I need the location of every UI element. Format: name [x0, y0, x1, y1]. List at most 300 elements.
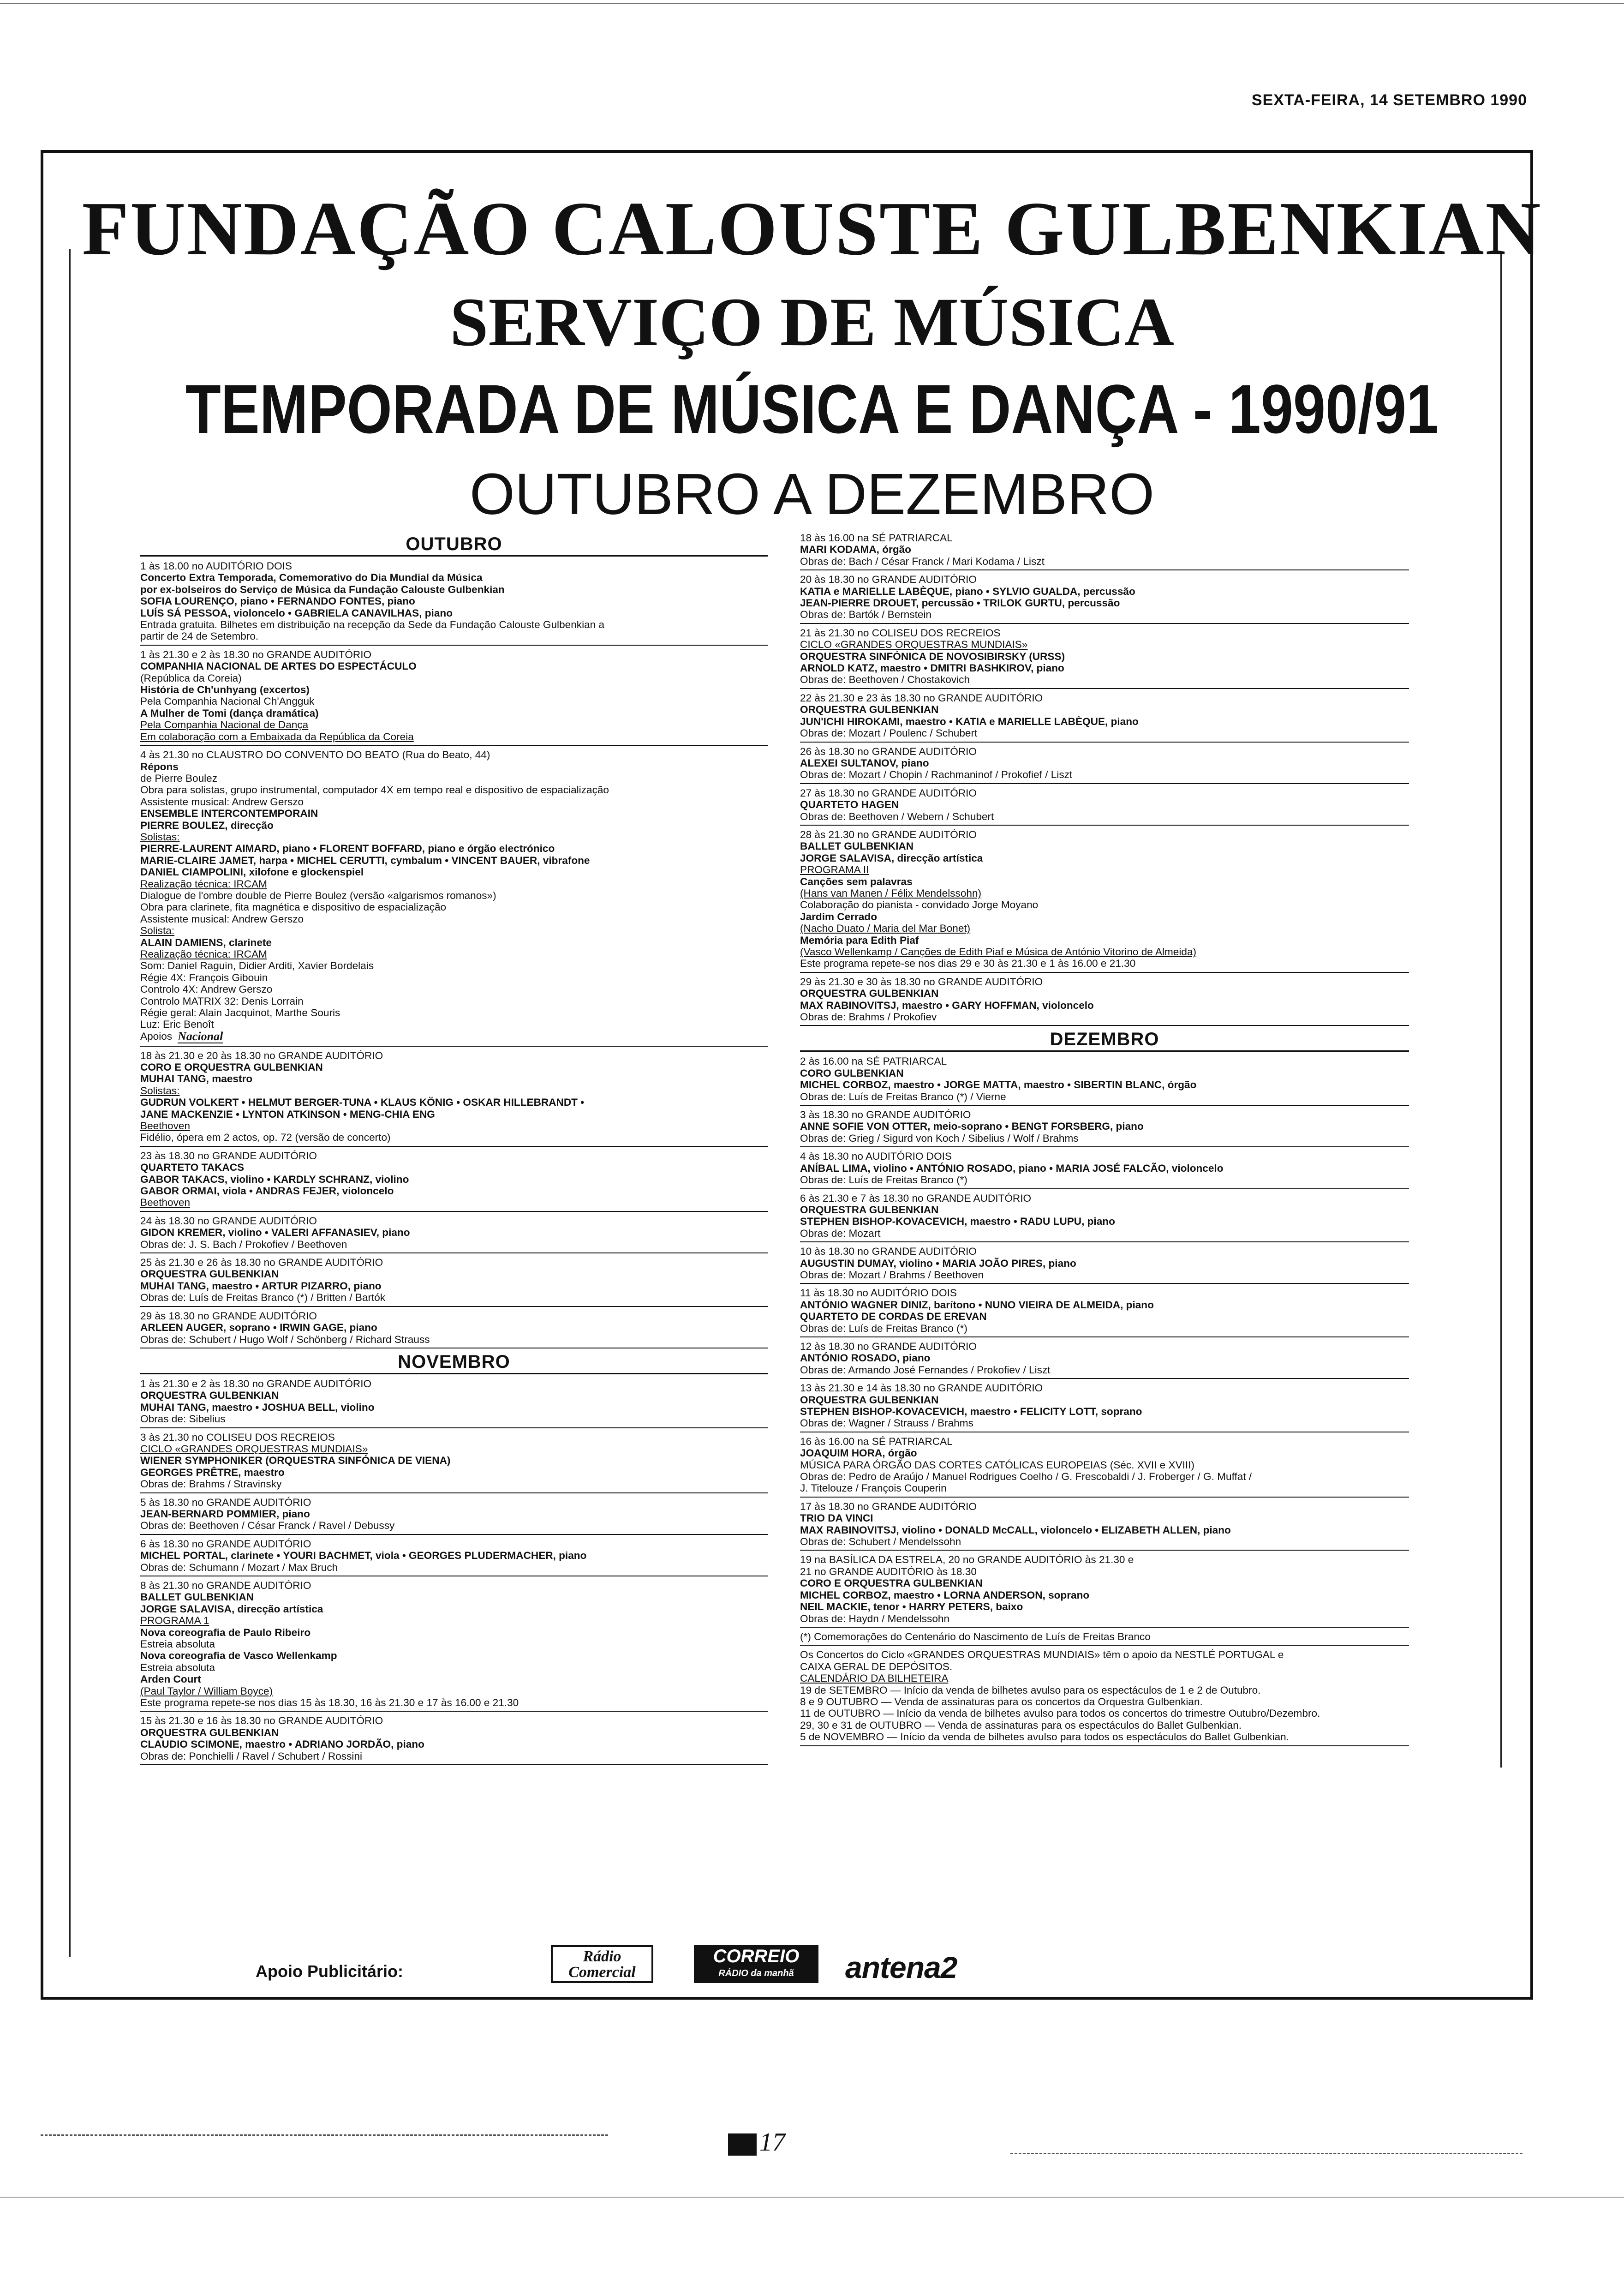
event-entry: [140, 1431, 768, 1493]
event-line-text: QUARTETO DE CORDAS DE EREVAN: [800, 1311, 987, 1323]
event-line-text: Obras de: Armando José Fernandes / Prokofiev / Liszt: [800, 1364, 1051, 1376]
event-line-text: COMPANHIA NACIONAL DE ARTES DO ESPECTÁCULO: [140, 660, 417, 672]
event-line-text: CALENDÁRIO DA BILHETEIRA: [800, 1672, 949, 1684]
event-line-text: ORQUESTRA GULBENKIAN: [800, 704, 939, 716]
event-line: [140, 937, 768, 948]
event-line: [140, 672, 768, 684]
event-line-text: MARIE-CLAIRE JAMET, harpa • MICHEL CERUTTI, cymbalum • VINCENT BAUER, vibrafone: [140, 854, 590, 866]
event-line: [800, 799, 1409, 810]
event-line: [140, 1120, 768, 1132]
event-line-text: 2 às 16.00 na SÉ PATRIARCAL: [800, 1055, 947, 1067]
event-line: [140, 695, 768, 707]
right-column: [800, 531, 1409, 1749]
event-line: [140, 1215, 768, 1227]
event-line-text: Obras de: Schubert / Mendelssohn: [800, 1536, 961, 1548]
event-line: [800, 1204, 1409, 1216]
event-line: [800, 1055, 1409, 1067]
event-line: [140, 1603, 768, 1615]
event-line-text: 18 às 21.30 e 20 às 18.30 no GRANDE AUDITÓRIO: [140, 1049, 383, 1061]
event-entry: [800, 1340, 1409, 1379]
event-line-text: ALEXEI SULTANOV, piano: [800, 757, 929, 769]
event-line-text: 19 de SETEMBRO — Início da venda de bilhetes avulso para os espectáculos de 1 e 2 de Outubro.: [800, 1684, 1261, 1696]
event-line: [800, 1406, 1409, 1417]
event-line: [140, 1378, 768, 1390]
event-line-text: Obras de: Luís de Freitas Branco (*): [800, 1322, 967, 1334]
event-line: [140, 843, 768, 854]
event-line: [140, 1061, 768, 1073]
event-line: [800, 627, 1409, 639]
event-line-text: Obras de: Sibelius: [140, 1413, 226, 1425]
event-line: [800, 988, 1409, 999]
event-line-text: Assistente musical: Andrew Gerszo: [140, 913, 304, 925]
event-line: [140, 925, 768, 936]
event-line: [800, 1577, 1409, 1589]
event-line-text: MICHEL CORBOZ, maestro • JORGE MATTA, maestro • SIBERTIN BLANC, órgão: [800, 1079, 1197, 1091]
event-line-text: CORO GULBENKIAN: [800, 1067, 904, 1079]
event-entry: [800, 1286, 1409, 1337]
event-line: [800, 887, 1409, 899]
event-line: [140, 1550, 768, 1561]
event-line-text: 21 às 21.30 no COLISEU DOS RECREIOS: [800, 627, 1001, 639]
event-line: [140, 1109, 768, 1120]
event-line-text: 29 às 21.30 e 30 às 18.30 no GRANDE AUDITÓRIO: [800, 976, 1043, 988]
event-line-text: Régie 4X: François Gibouin: [140, 971, 268, 983]
correio-logo-line1: CORREIO: [713, 1946, 800, 1966]
event-line-text: 15 às 21.30 e 16 às 18.30 no GRANDE AUDITÓRIO: [140, 1715, 383, 1727]
event-line: [140, 1413, 768, 1425]
event-line-text: DANIEL CIAMPOLINI, xilofone e glockenspiel: [140, 866, 364, 878]
event-line-text: (*) Comemorações do Centenário do Nascimento de Luís de Freitas Branco: [800, 1630, 1151, 1642]
event-line: [800, 674, 1409, 685]
event-line-text: Pela Companhia Nacional Ch'Angguk: [140, 695, 315, 707]
event-line: [800, 609, 1409, 620]
event-line-text: ORQUESTRA GULBENKIAN: [140, 1390, 279, 1402]
event-line: [800, 1133, 1409, 1144]
event-line: [140, 901, 768, 913]
event-line-text: Apoios: [140, 1030, 173, 1042]
event-line: [800, 1672, 1409, 1684]
event-line-text: 12 às 18.30 no GRANDE AUDITÓRIO: [800, 1340, 977, 1352]
event-line-text: 20 às 18.30 no GRANDE AUDITÓRIO: [800, 574, 977, 586]
event-line-text: Solistas:: [140, 1085, 180, 1097]
event-line: [800, 1720, 1409, 1731]
event-line-text: LUÍS SÁ PESSOA, violoncelo • GABRIELA CANAVILHAS, piano: [140, 607, 453, 619]
event-line-text: MÚSICA PARA ÓRGÃO DAS CORTES CATÓLICAS EUROPEIAS (Séc. XVII e XVIII): [800, 1459, 1195, 1471]
event-line: [800, 1150, 1409, 1162]
event-line: [800, 1649, 1409, 1660]
event-line: [800, 946, 1409, 958]
event-line: [800, 976, 1409, 988]
event-line: [800, 1109, 1409, 1121]
event-line-text: Obras de: Luís de Freitas Branco (*): [800, 1174, 967, 1186]
season-title: TEMPORADA DE MÚSICA E DANÇA - 1990/91: [185, 370, 1439, 448]
event-line-text: MAX RABINOVITSJ, violino • DONALD McCALL, violoncelo • ELIZABETH ALLEN, piano: [800, 1524, 1231, 1536]
event-line: [800, 1311, 1409, 1322]
event-line: [800, 1352, 1409, 1364]
event-line-text: Régie geral: Alain Jacquinot, Marthe Souris: [140, 1007, 340, 1019]
event-entry: [800, 1630, 1409, 1646]
event-line: [140, 890, 768, 901]
event-line: [140, 1650, 768, 1661]
event-line: [140, 572, 768, 583]
event-line: [800, 1246, 1409, 1257]
event-line: [140, 1432, 768, 1443]
correio-manha-logo: [694, 1945, 818, 1983]
event-entry: [800, 1108, 1409, 1147]
event-line-text: Solista:: [140, 925, 175, 937]
event-line-text: CICLO «GRANDES ORQUESTRAS MUNDIAIS»: [800, 639, 1028, 651]
event-line: [800, 1447, 1409, 1459]
foundation-title: FUNDAÇÃO CALOUSTE GULBENKIAN: [82, 186, 1542, 271]
event-line: [140, 1162, 768, 1173]
event-line-text: 13 às 21.30 e 14 às 18.30 no GRANDE AUDITÓRIO: [800, 1382, 1043, 1394]
event-line: [140, 1402, 768, 1413]
event-line-text: Obras de: Ponchielli / Ravel / Schubert / Rossini: [140, 1750, 362, 1762]
event-line: [140, 972, 768, 983]
event-line-text: 6 às 21.30 e 7 às 18.30 no GRANDE AUDITÓRIO: [800, 1192, 1032, 1204]
event-line: [140, 1715, 768, 1726]
event-line-text: Obras de: Brahms / Stravinsky: [140, 1478, 282, 1490]
event-line-text: 22 às 21.30 e 23 às 18.30 no GRANDE AUDITÓRIO: [800, 692, 1043, 704]
event-line-text: 1 às 21.30 e 2 às 18.30 no GRANDE AUDITÓRIO: [140, 1378, 372, 1390]
event-line-text: Obras de: Mozart / Chopin / Rachmaninof / Prokofief / Liszt: [800, 769, 1073, 781]
event-line: [800, 1382, 1409, 1394]
event-line-text: CLAUDIO SCIMONE, maestro • ADRIANO JORDÃO, piano: [140, 1738, 424, 1750]
event-line: [140, 1580, 768, 1591]
event-line-text: ORQUESTRA GULBENKIAN: [800, 1204, 939, 1216]
event-line: [800, 1566, 1409, 1577]
event-line: [140, 1673, 768, 1685]
event-line: [140, 560, 768, 572]
event-line-text: JORGE SALAVISA, direcção artística: [140, 1603, 323, 1615]
month-heading: NOVEMBRO: [140, 1351, 768, 1374]
event-line: [140, 1280, 768, 1292]
event-entry: [140, 1496, 768, 1535]
event-line-text: Obras de: Schubert / Hugo Wolf / Schönberg / Richard Strauss: [140, 1333, 430, 1345]
event-entry: [800, 975, 1409, 1026]
event-line: [800, 1269, 1409, 1281]
event-line-text: Beethoven: [140, 1120, 191, 1132]
bottom-dashed-rule-left: [41, 2134, 608, 2136]
event-entry: [800, 786, 1409, 826]
event-line-text: Obras de: Bartók / Bernstein: [800, 609, 932, 621]
event-line-text: Obras de: Brahms / Prokofiev: [800, 1011, 937, 1023]
event-line: [140, 983, 768, 995]
event-line: [140, 1097, 768, 1108]
event-entry: [800, 1055, 1409, 1106]
event-line: [800, 1287, 1409, 1299]
bottom-dashed-rule-right: [1010, 2153, 1522, 2154]
event-line: [800, 1589, 1409, 1601]
event-line-text: Realização técnica: IRCAM: [140, 878, 267, 890]
event-line: [140, 1174, 768, 1185]
event-line-text: ANTÓNIO WAGNER DINIZ, barítono • NUNO VIEIRA DE ALMEIDA, piano: [800, 1299, 1154, 1311]
event-line: [140, 1268, 768, 1280]
event-line-text: Dialogue de l'ombre double de Pierre Boulez (versão «algarismos romanos»): [140, 889, 496, 901]
event-line: [140, 948, 768, 960]
event-entry: [800, 828, 1409, 973]
event-line-text: Nova coreografia de Vasco Wellenkamp: [140, 1650, 337, 1662]
event-line-text: Fidélio, ópera em 2 actos, op. 72 (versão de concerto): [140, 1132, 391, 1144]
event-entry: [140, 648, 768, 746]
event-line: [140, 619, 768, 630]
event-line-text: 8 e 9 OUTUBRO — Venda de assinaturas para os concertos da Orquestra Gulbenkian.: [800, 1696, 1203, 1708]
event-entry: [800, 1150, 1409, 1189]
event-line-text: Realização técnica: IRCAM: [140, 948, 267, 960]
event-line-text: Obras de: Beethoven / César Franck / Ravel / Debussy: [140, 1520, 395, 1532]
event-line: [140, 855, 768, 866]
event-line-text: Nova coreografia de Paulo Ribeiro: [140, 1626, 311, 1638]
event-line: [140, 630, 768, 642]
event-line: [800, 1299, 1409, 1311]
event-line-text: Obra para clarinete, fita magnética e dispositivo de espacialização: [140, 901, 447, 913]
antena2-logo: antena2: [845, 1950, 957, 1984]
event-line-text: 1 às 18.00 no AUDITÓRIO DOIS: [140, 560, 292, 572]
event-line-text: 25 às 21.30 e 26 às 18.30 no GRANDE AUDITÓRIO: [140, 1257, 383, 1269]
event-line-text: GABOR ORMAI, viola • ANDRAS FEJER, violoncelo: [140, 1185, 394, 1197]
event-entry: [140, 1309, 768, 1348]
event-line: [140, 1185, 768, 1197]
event-line-text: Os Concertos do Ciclo «GRANDES ORQUESTRAS MUNDIAIS» têm o apoio da NESTLÉ PORTUGAL e: [800, 1649, 1284, 1661]
event-line-text: GUDRUN VOLKERT • HELMUT BERGER-TUNA • KLAUS KÖNIG • OSKAR HILLEBRANDT •: [140, 1097, 585, 1109]
event-line: [800, 1000, 1409, 1011]
event-entry: [800, 573, 1409, 624]
event-line-text: partir de 24 de Setembro.: [140, 630, 259, 642]
event-line-text: Em colaboração com a Embaixada da República da Coreia: [140, 731, 414, 743]
event-line: [140, 1615, 768, 1626]
newspaper-logo-icon: [728, 2133, 757, 2156]
event-line-text: ORQUESTRA GULBENKIAN: [140, 1268, 279, 1280]
event-line: [800, 1216, 1409, 1227]
event-line: [800, 1162, 1409, 1174]
event-line: [140, 831, 768, 843]
event-line-text: (Vasco Wellenkamp / Canções de Edith Piaf e Música de António Vitorino de Almeida): [800, 946, 1197, 958]
apoio-label: Apoio Publicitário:: [256, 1962, 403, 1981]
event-line-text: Controlo 4X: Andrew Gerszo: [140, 983, 273, 995]
event-line-text: 4 às 21.30 no CLAUSTRO DO CONVENTO DO BEATO (Rua do Beato, 44): [140, 749, 490, 761]
event-line-text: Obras de: Beethoven / Webern / Schubert: [800, 810, 994, 822]
event-entry: [800, 1245, 1409, 1284]
event-entry: [140, 1149, 768, 1212]
event-entry: [800, 745, 1409, 784]
event-line: [800, 1631, 1409, 1642]
event-line: [800, 1613, 1409, 1624]
event-line: [140, 960, 768, 971]
event-line: [800, 716, 1409, 727]
event-line-text: ANNE SOFIE VON OTTER, meio-soprano • BENGT FORSBERG, piano: [800, 1121, 1144, 1133]
event-line-text: A Mulher de Tomi (dança dramática): [140, 707, 319, 719]
event-line-text: 16 às 16.00 na SÉ PATRIARCAL: [800, 1435, 953, 1447]
event-line: [140, 878, 768, 890]
event-entry: [800, 626, 1409, 689]
event-line: [800, 1536, 1409, 1547]
event-line: [140, 1334, 768, 1345]
event-line-text: Jardim Cerrado: [800, 911, 878, 923]
event-line: [140, 595, 768, 607]
event-line-text: STEPHEN BISHOP-KOVACEVICH, maestro • RADU LUPU, piano: [800, 1216, 1115, 1228]
event-line: [140, 1239, 768, 1250]
event-line: [800, 586, 1409, 597]
event-line: [140, 1750, 768, 1762]
event-line: [800, 1512, 1409, 1524]
event-line-text: 11 às 18.30 no AUDITÓRIO DOIS: [800, 1287, 957, 1299]
event-line: [800, 1174, 1409, 1186]
event-line: [800, 727, 1409, 739]
event-line: [140, 995, 768, 1007]
event-line: [140, 1007, 768, 1019]
event-line: [800, 769, 1409, 780]
event-line: [140, 1132, 768, 1143]
event-line: [800, 1067, 1409, 1079]
page-number-text: 17: [759, 2128, 785, 2157]
event-line-text: História de Ch'unhyang (excertos): [140, 684, 310, 696]
event-line: [140, 1322, 768, 1333]
event-line: [800, 746, 1409, 757]
event-line-text: 23 às 18.30 no GRANDE AUDITÓRIO: [140, 1150, 317, 1162]
dateline: SEXTA-FEIRA, 14 SETEMBRO 1990: [1251, 91, 1527, 109]
event-line-text: 5 às 18.30 no GRANDE AUDITÓRIO: [140, 1496, 311, 1508]
event-line: [800, 1394, 1409, 1406]
event-line: [800, 911, 1409, 923]
event-line: [800, 1323, 1409, 1334]
event-line-text: ORQUESTRA GULBENKIAN: [140, 1726, 279, 1738]
event-line: [140, 866, 768, 878]
sponsor-footer: [140, 1945, 1478, 1987]
event-line-text: GABOR TAKACS, violino • KARDLY SCHRANZ, violino: [140, 1173, 409, 1185]
event-line-text: Pela Companhia Nacional de Dança: [140, 719, 309, 731]
event-line: [800, 923, 1409, 934]
period-title: OUTUBRO A DEZEMBRO: [469, 461, 1155, 527]
event-line-text: MUHAI TANG, maestro: [140, 1073, 253, 1085]
event-line: [140, 719, 768, 731]
event-line-text: Obras de: Bach / César Franck / Mari Kodama / Liszt: [800, 555, 1045, 567]
event-line: [140, 1050, 768, 1061]
event-line: [140, 1697, 768, 1708]
event-line-text: Este programa repete-se nos dias 29 e 30 às 21.30 e 1 às 16.00 e 21.30: [800, 958, 1136, 970]
event-line-text: Obras de: Mozart / Brahms / Beethoven: [800, 1269, 984, 1281]
left-column: [140, 531, 768, 1768]
event-line-text: CICLO «GRANDES ORQUESTRAS MUNDIAIS»: [140, 1443, 368, 1455]
service-title: SERVIÇO DE MÚSICA: [450, 284, 1174, 360]
event-line: [140, 1508, 768, 1520]
event-entry: [140, 748, 768, 1046]
event-line-text: ALAIN DAMIENS, clarinete: [140, 936, 272, 948]
event-line-text: Estreia absoluta: [140, 1638, 215, 1650]
event-line: [800, 1436, 1409, 1447]
event-line: [800, 544, 1409, 555]
event-entry: [800, 691, 1409, 743]
event-line: [800, 852, 1409, 864]
event-line-text: ARNOLD KATZ, maestro • DMITRI BASHKIROV, piano: [800, 662, 1064, 674]
event-entry: [140, 1256, 768, 1307]
event-line: [140, 808, 768, 819]
event-line-text: MARI KODAMA, órgão: [800, 544, 911, 556]
event-line-text: Obras de: Luís de Freitas Branco (*) / Vierne: [800, 1091, 1006, 1103]
event-line: [800, 1192, 1409, 1204]
event-line-text: Concerto Extra Temporada, Comemorativo do Dia Mundial da Música: [140, 572, 483, 584]
event-line: [140, 1662, 768, 1673]
event-line: [140, 761, 768, 773]
event-line-text: JORGE SALAVISA, direcção artística: [800, 852, 983, 864]
event-line: [140, 1738, 768, 1750]
event-line-text: Obra para solistas, grupo instrumental, computador 4X em tempo real e dispositivo de espacialização: [140, 784, 609, 796]
event-line-text: QUARTETO HAGEN: [800, 799, 899, 811]
event-line-text: WIENER SYMPHONIKER (ORQUESTRA SINFÓNICA DE VIENA): [140, 1455, 451, 1467]
event-line-text: Obras de: Wagner / Strauss / Brahms: [800, 1417, 973, 1429]
event-line-text: por ex-bolseiros do Serviço de Música da Fundação Calouste Gulbenkian: [140, 583, 505, 595]
event-entry: [140, 1049, 768, 1147]
event-line-text: PIERRE BOULEZ, direcção: [140, 819, 274, 831]
event-line-text: Entrada gratuita. Bilhetes em distribuição na recepção da Sede da Fundação Calouste Gulbenkian a: [140, 619, 605, 631]
event-entry: [800, 1553, 1409, 1627]
event-line-text: NEIL MACKIE, tenor • HARRY PETERS, baixo: [800, 1601, 1023, 1613]
event-line: [140, 1031, 768, 1043]
event-line: [800, 829, 1409, 840]
event-line-text: ANÍBAL LIMA, violino • ANTÓNIO ROSADO, piano • MARIA JOSÉ FALCÃO, violoncelo: [800, 1162, 1224, 1174]
event-line: [800, 1684, 1409, 1696]
event-line: [800, 1696, 1409, 1708]
event-line-text: 1 às 21.30 e 2 às 18.30 no GRANDE AUDITÓRIO: [140, 648, 372, 660]
event-line-text: (Nacho Duato / Maria del Mar Bonet): [800, 923, 971, 935]
event-line-text: ORQUESTRA GULBENKIAN: [800, 1394, 939, 1406]
event-line: [140, 1197, 768, 1208]
event-line: [800, 1482, 1409, 1494]
event-line-text: Assistente musical: Andrew Gerszo: [140, 796, 304, 808]
event-line-text: AUGUSTIN DUMAY, violino • MARIA JOÃO PIRES, piano: [800, 1257, 1076, 1269]
event-entry: [140, 1214, 768, 1253]
radio-comercial-logo-line1: Rádio: [583, 1948, 621, 1965]
radio-comercial-logo-line2: Comercial: [568, 1964, 636, 1981]
event-line-text: Memória para Edith Piaf: [800, 934, 919, 946]
event-line-text: JANE MACKENZIE • LYNTON ATKINSON • MENG-CHIA ENG: [140, 1108, 435, 1120]
event-line-text: CORO E ORQUESTRA GULBENKIAN: [140, 1061, 323, 1073]
event-line-text: PIERRE-LAURENT AIMARD, piano • FLORENT BOFFARD, piano e órgão electrónico: [140, 843, 555, 855]
event-line: [800, 1258, 1409, 1269]
event-line-text: 27 às 18.30 no GRANDE AUDITÓRIO: [800, 787, 977, 799]
event-line-text: SOFIA LOURENÇO, piano • FERNANDO FONTES, piano: [140, 595, 415, 607]
event-line: [800, 1708, 1409, 1719]
event-line: [140, 1520, 768, 1531]
event-line-text: 5 de NOVEMBRO — Início da venda de bilhetes avulso para todos os espectáculos do Ballet Gulbenkian.: [800, 1731, 1290, 1743]
event-line: [800, 958, 1409, 969]
event-line-text: JEAN-PIERRE DROUET, percussão • TRILOK GURTU, percussão: [800, 597, 1120, 609]
event-line: [140, 1467, 768, 1478]
event-line: [140, 749, 768, 761]
event-line-text: Obras de: J. S. Bach / Prokofiev / Beethoven: [140, 1238, 347, 1250]
event-line: [800, 935, 1409, 946]
event-line: [800, 876, 1409, 887]
event-line-text: JOAQUIM HORA, órgão: [800, 1447, 917, 1459]
event-entry: [800, 531, 1409, 570]
event-line-text: BALLET GULBENKIAN: [800, 840, 914, 852]
event-line-text: J. Titelouze / François Couperin: [800, 1482, 947, 1494]
event-line-text: MUHAI TANG, maestro • ARTUR PIZARRO, piano: [140, 1280, 382, 1292]
event-line-text: MUHAI TANG, maestro • JOSHUA BELL, violino: [140, 1401, 375, 1413]
event-line-text: Obras de: Schumann / Mozart / Max Bruch: [140, 1561, 338, 1573]
event-line-text: Estreia absoluta: [140, 1661, 215, 1673]
event-line-text: 18 às 16.00 na SÉ PATRIARCAL: [800, 532, 953, 544]
event-line: [800, 662, 1409, 674]
event-line-text: Este programa repete-se nos dias 15 às 18.30, 16 às 21.30 e 17 às 16.00 e 21.30: [140, 1697, 519, 1709]
ticket-calendar-note: [800, 1648, 1409, 1746]
event-line-text: (República da Coreia): [140, 672, 242, 684]
event-line: [140, 820, 768, 831]
event-line: [140, 773, 768, 784]
event-line-text: 17 às 18.30 no GRANDE AUDITÓRIO: [800, 1500, 977, 1512]
event-line: [140, 1727, 768, 1738]
event-line-text: 10 às 18.30 no GRANDE AUDITÓRIO: [800, 1246, 977, 1258]
event-line: [140, 660, 768, 672]
